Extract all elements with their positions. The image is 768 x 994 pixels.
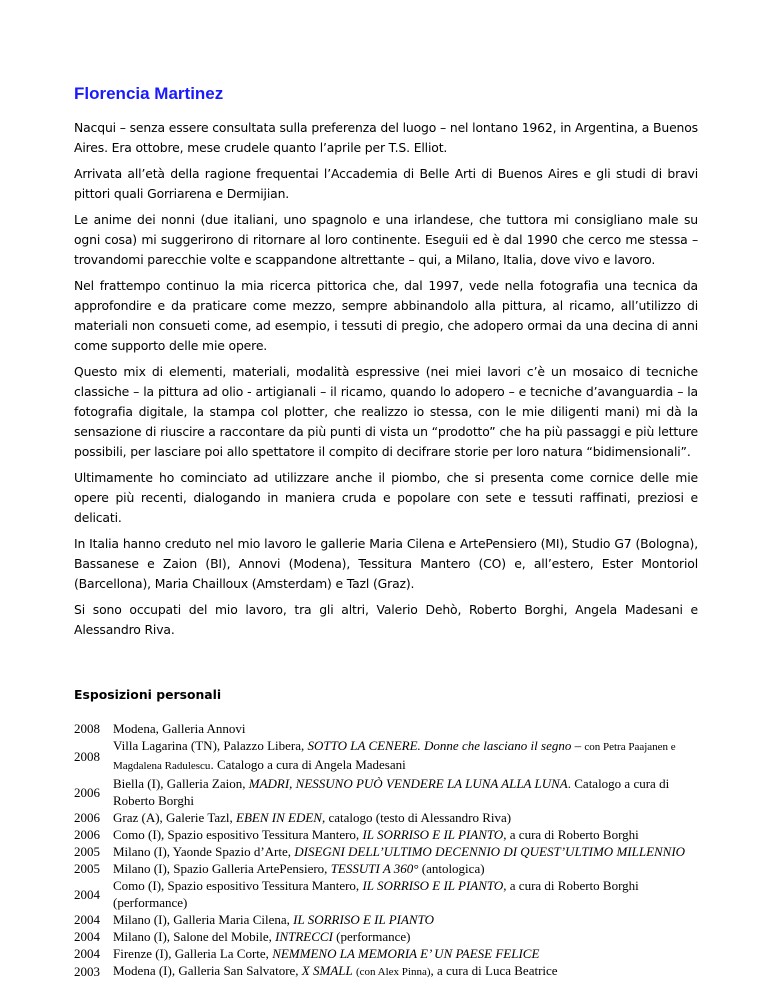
- exhibition-text-b: , catalogo (testo di Alessandro Riva): [321, 810, 512, 825]
- exhibition-row: [74, 720, 698, 737]
- exhibition-row: [74, 826, 698, 843]
- artist-name-title: Florencia Martinez: [74, 84, 224, 103]
- exhibition-text-s: (con Alex Pinna): [355, 966, 431, 978]
- exhibition-row: [74, 962, 698, 981]
- exhibition-text-c: . Catalogo a cura di Angela Madesani: [210, 757, 406, 772]
- exhibition-text-i: INTRECCI: [275, 929, 333, 944]
- exhibition-description: [113, 860, 698, 877]
- exhibition-year: 2005: [74, 861, 100, 876]
- exhibition-description: [113, 911, 698, 928]
- exhibition-text-a: Modena, Galleria Annovi: [113, 721, 246, 736]
- exhibition-description: [113, 809, 698, 826]
- exhibition-year: 2006: [74, 784, 100, 800]
- exhibition-year: 2005: [74, 844, 100, 859]
- exhibition-year: 2004: [74, 886, 100, 902]
- exhibition-row: [74, 775, 698, 809]
- exhibition-text-i: NEMMENO LA MEMORIA E’ UN PAESE FELICE: [272, 946, 540, 961]
- exhibition-text-i: IL SORRISO E IL PIANTO: [293, 912, 434, 927]
- exhibition-year: 2004: [74, 912, 100, 927]
- exhibition-year: 2006: [74, 827, 100, 842]
- exhibition-year: 2008: [74, 748, 100, 764]
- exhibitions-heading: Esposizioni personali: [74, 687, 222, 702]
- exhibition-description: [113, 928, 698, 945]
- exhibition-description: [113, 843, 698, 860]
- bio-paragraph: Nacqui – senza essere consultata sulla preferenza del luogo – nel lontano 1962, in Argentina, a Buenos Aires. Era ottobre, mese crudele quanto l’aprile per T.S. Elliot.: [74, 120, 698, 155]
- exhibition-text-i: SOTTO LA CENERE. Donne che lasciano il segno: [307, 738, 572, 753]
- exhibition-description: [113, 826, 698, 843]
- exhibition-text-c: , a cura di Luca Beatrice: [430, 963, 558, 978]
- exhibition-description: [113, 737, 698, 775]
- exhibition-year: 2008: [74, 721, 100, 736]
- exhibition-row: [74, 928, 698, 945]
- exhibition-text-a: Firenze (I), Galleria La Corte,: [113, 946, 273, 961]
- exhibition-text-a: Villa Lagarina (TN), Palazzo Libera,: [113, 738, 308, 753]
- exhibition-description: [113, 962, 698, 981]
- exhibition-text-i: DISEGNI DELL’ULTIMO DECENNIO DI QUEST’ULTIMO MILLENNIO: [294, 844, 686, 859]
- bio-paragraph: Le anime dei nonni (due italiani, uno spagnolo e una irlandese, che tuttora mi consigliano male su ogni cosa) mi suggerirono di ritornare al loro continente. Eseguii ed è dal 1990 che cerco me stessa – trovandomi parecchie volte e scappandone altrettante – qui, a Milano, Italia, dove vivo e lavoro.: [74, 212, 698, 267]
- exhibition-year: 2006: [74, 810, 100, 825]
- bio-paragraph: Questo mix di elementi, materiali, modalità espressive (nei miei lavori c’è un mosaico di tecniche classiche – la pittura ad olio - artigianali – il ricamo, quando lo adopero – e tecniche d’avanguardia – la fotografia digitale, la stampa col plotter, che realizzo io stessa, con le mie diligenti mani) mi dà la sensazione di riuscire a raccontare da più punti di vista un “prodotto” che ha più passaggi e più letture possibili, per lasciare poi allo spettatore il compito di decifrare storie per loro natura “bidimensionali”.: [74, 364, 698, 459]
- exhibition-text-s: con Petra Paajanen e Magdalena Radulescu: [113, 741, 676, 772]
- bio-paragraph: Nel frattempo continuo la mia ricerca pittorica che, dal 1997, vede nella fotografia una tecnica da approfondire e da praticare come mezzo, sempre abbinandolo alla pittura, al ricamo, all’utilizzo di materiali non consueti come, ad esempio, i tessuti di pregio, che adopero ormai da una decina di anni come supporto delle mie opere.: [74, 278, 698, 353]
- exhibition-text-i: MADRI, NESSUNO PUÒ VENDERE LA LUNA ALLA LUNA: [248, 776, 568, 791]
- exhibition-text-a: Milano (I), Yaonde Spazio d’Arte,: [113, 844, 295, 859]
- exhibition-year: 2003: [74, 964, 100, 979]
- exhibition-text-i: TESSUTI A 360°: [330, 861, 419, 876]
- bio-paragraph: Ultimamente ho cominciato ad utilizzare anche il piombo, che si presenta come cornice delle mie opere più recenti, dialogando in maniera cruda e popolare con sete e tessuti raffinati, preziosi e delicati.: [74, 470, 698, 525]
- exhibition-description: [113, 720, 698, 737]
- bio-paragraph: Si sono occupati del mio lavoro, tra gli altri, Valerio Dehò, Roberto Borghi, Angela Madesani e Alessandro Riva.: [74, 602, 698, 637]
- exhibition-description: [113, 877, 698, 911]
- exhibition-text-a: Como (I), Spazio espositivo Tessitura Mantero,: [113, 827, 363, 842]
- bio-paragraph: Arrivata all’età della ragione frequentai l’Accademia di Belle Arti di Buenos Aires e gli studi di bravi pittori quali Gorriarena e Dermijian.: [74, 166, 698, 201]
- exhibition-text-a: Modena (I), Galleria San Salvatore,: [113, 963, 302, 978]
- bio-paragraph: In Italia hanno creduto nel mio lavoro le gallerie Maria Cilena e ArtePensiero (MI), Studio G7 (Bologna), Bassanese e Zaion (BI), Annovi (Modena), Tessitura Mantero (CO) e, all’estero, Ester Montoriol (Barcellona), Maria Chailloux (Amsterdam) e Tazl (Graz).: [74, 536, 698, 591]
- exhibition-text-a: Milano (I), Spazio Galleria ArtePensiero,: [113, 861, 331, 876]
- exhibition-text-a: Graz (A), Galerie Tazl,: [113, 810, 237, 825]
- exhibition-description: [113, 945, 698, 962]
- exhibition-text-i: EBEN IN EDEN: [236, 810, 322, 825]
- document-page: [74, 84, 698, 981]
- exhibition-description: [113, 775, 698, 809]
- exhibition-row: [74, 860, 698, 877]
- exhibition-text-i: IL SORRISO E IL PIANTO: [362, 878, 504, 893]
- exhibition-text-i: X SMALL: [301, 963, 353, 978]
- exhibition-year: 2004: [74, 946, 100, 961]
- exhibition-row: [74, 945, 698, 962]
- exhibition-list: [74, 720, 698, 981]
- exhibition-text-a: Milano (I), Salone del Mobile,: [113, 929, 276, 944]
- exhibition-row: [74, 809, 698, 826]
- exhibition-text-i: IL SORRISO E IL PIANTO: [362, 827, 504, 842]
- exhibition-text-a: Biella (I), Galleria Zaion,: [113, 776, 249, 791]
- exhibition-text-a: Como (I), Spazio espositivo Tessitura Mantero,: [113, 878, 363, 893]
- exhibition-row: [74, 911, 698, 928]
- exhibition-row: [74, 843, 698, 860]
- exhibition-year: 2004: [74, 929, 100, 944]
- exhibition-row: [74, 877, 698, 911]
- exhibition-text-b: , a cura di Roberto Borghi (performance): [113, 878, 639, 910]
- exhibition-text-a: Milano (I), Galleria Maria Cilena,: [113, 912, 294, 927]
- exhibition-text-b: , a cura di Roberto Borghi: [503, 827, 639, 842]
- exhibition-text-b: . Catalogo a cura di Roberto Borghi: [113, 776, 670, 808]
- exhibition-text-b: (antologica): [418, 861, 485, 876]
- exhibition-text-b: –: [571, 738, 585, 753]
- exhibition-row: [74, 737, 698, 775]
- exhibition-text-b: (performance): [332, 929, 411, 944]
